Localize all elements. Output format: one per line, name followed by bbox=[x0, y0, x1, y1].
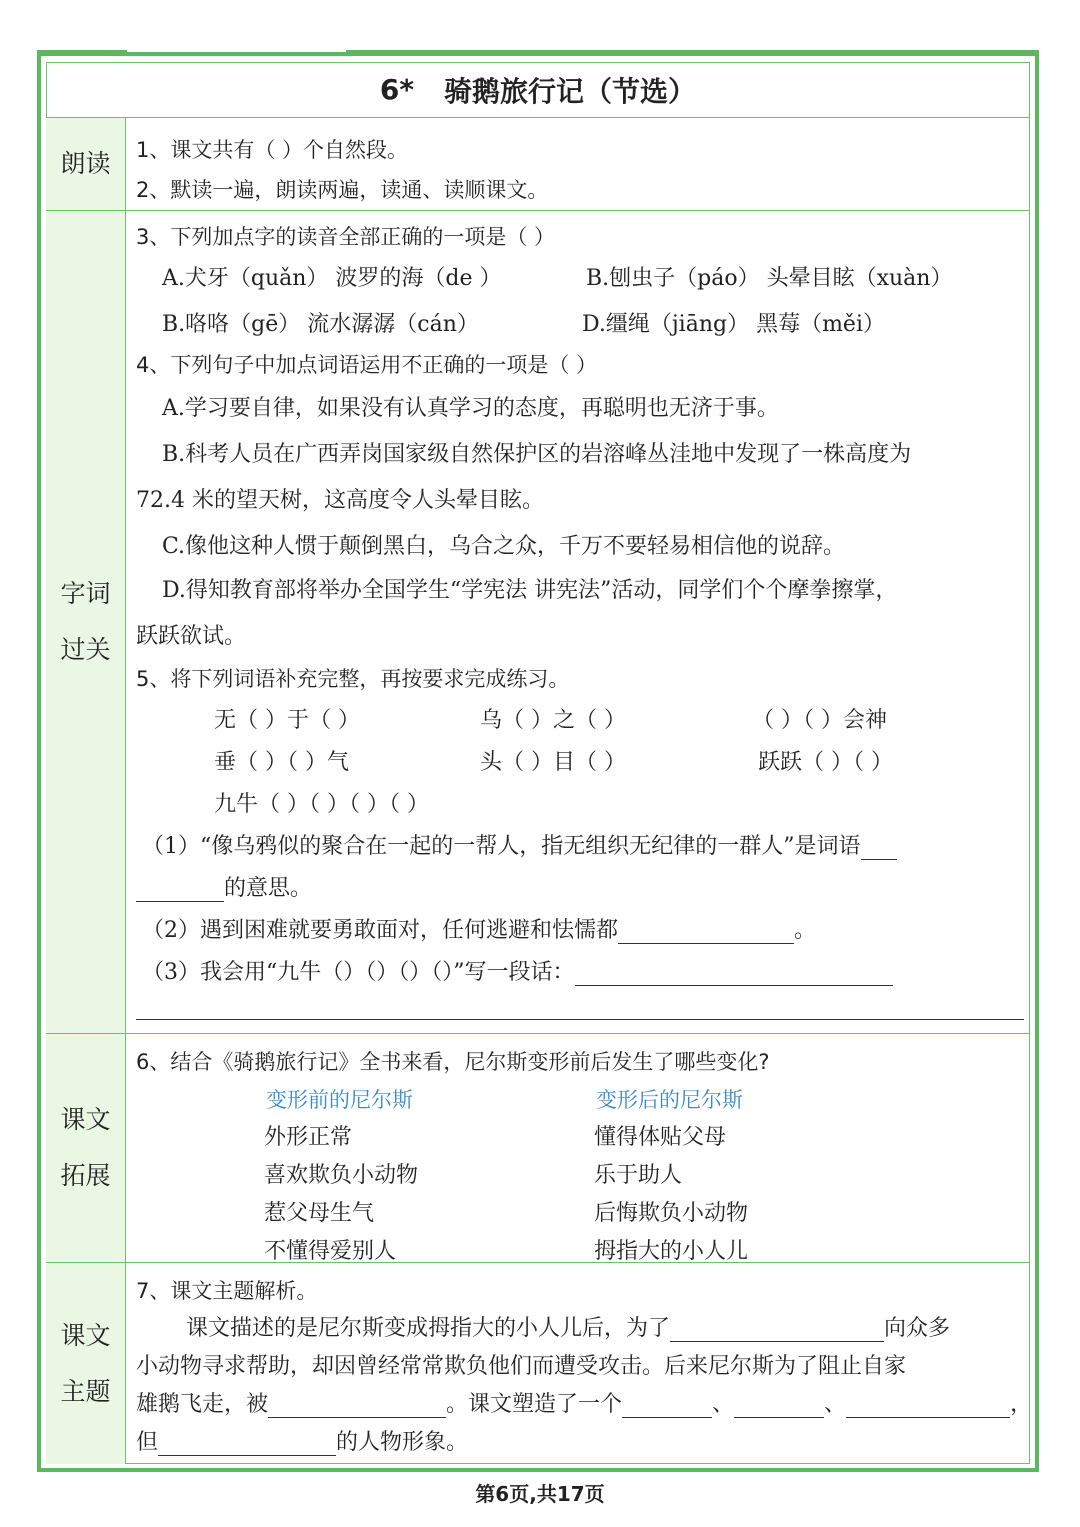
section-label: 朗读 bbox=[46, 118, 126, 210]
answer-blank[interactable] bbox=[268, 1395, 446, 1418]
sentence-d-cont: 跃跃欲试。 bbox=[136, 624, 247, 649]
practice-1: （1）“像乌鸦似的聚合在一起的一帮人，指无组织无纪律的一群人”是词语 bbox=[142, 829, 897, 860]
word-fill: 乌（ ）之（ ） bbox=[480, 708, 626, 733]
answer-blank[interactable] bbox=[158, 1433, 336, 1456]
answer-blank[interactable] bbox=[861, 837, 897, 860]
section-label: 字词 过关 bbox=[46, 211, 126, 1033]
option-c: B.咯咯（gē） 流水潺潺（cán） bbox=[162, 312, 479, 337]
theme-line-1: 课文描述的是尼尔斯变成拇指大的小人儿后，为了 向众多 bbox=[186, 1316, 951, 1341]
word-fill: 垂（ ）（ ）气 bbox=[214, 750, 349, 775]
section-reading bbox=[46, 118, 1030, 211]
before-heading: 变形前的尼尔斯 bbox=[266, 1088, 413, 1112]
theme-line-2: 小动物寻求帮助，却因曾经常常欺负他们而遭受攻击。后来尼尔斯为了阻止自家 bbox=[136, 1354, 907, 1379]
word-fill: 跃跃（ ）（ ） bbox=[758, 750, 893, 775]
theme-line-3: 雄鹅飞走，被 。课文塑造了一个 、 、 ， bbox=[136, 1392, 1033, 1417]
after-item[interactable]: 后悔欺负小动物 bbox=[594, 1201, 749, 1226]
word-fill: （ ）（ ）会神 bbox=[752, 708, 887, 733]
sentence-b-cont: 72.4 米的望天树，这高度令人头晕目眩。 bbox=[136, 488, 544, 513]
after-item[interactable]: 拇指大的小人儿 bbox=[594, 1239, 749, 1264]
lesson-title: 骑鹅旅行记（节选） bbox=[444, 74, 697, 108]
answer-blank[interactable] bbox=[670, 1319, 884, 1342]
option-d: D.缰绳（jiāng） 黑莓（měi） bbox=[582, 312, 885, 337]
practice-1-cont: 的意思。 bbox=[136, 871, 312, 902]
frame-top-right bbox=[346, 50, 1039, 56]
sentence-d: D.得知教育部将举办全国学生“学宪法 讲宪法”活动，同学们个个摩拳擦掌， bbox=[162, 578, 898, 603]
after-heading: 变形后的尼尔斯 bbox=[596, 1088, 743, 1112]
frame-top-left bbox=[37, 50, 127, 56]
section-extension bbox=[46, 1034, 1030, 1263]
word-fill: 九牛（ ）（ ）（ ）（ ） bbox=[214, 792, 429, 817]
question-7: 7、课文主题解析。 bbox=[136, 1279, 318, 1303]
answer-line[interactable] bbox=[136, 997, 1024, 1020]
answer-blank[interactable] bbox=[618, 921, 794, 944]
option-a: A.犬牙（quǎn） 波罗的海（de ） bbox=[162, 266, 502, 291]
question-1: 1、课文共有（ ）个自然段。 bbox=[136, 138, 409, 162]
question-6: 6、结合《骑鹅旅行记》全书来看，尼尔斯变形前后发生了哪些变化? bbox=[136, 1050, 770, 1074]
before-item[interactable]: 外形正常 bbox=[264, 1125, 353, 1150]
option-b: B.刨虫子（páo） 头晕目眩（xuàn） bbox=[586, 266, 953, 291]
answer-blank[interactable] bbox=[622, 1395, 712, 1418]
before-item[interactable]: 喜欢欺负小动物 bbox=[264, 1163, 419, 1188]
theme-line-4: 但 的人物形象。 bbox=[136, 1430, 469, 1455]
answer-blank[interactable] bbox=[136, 879, 224, 902]
word-fill: 无（ ）于（ ） bbox=[214, 708, 360, 733]
before-item[interactable]: 不懂得爱别人 bbox=[264, 1239, 397, 1264]
after-item[interactable]: 懂得体贴父母 bbox=[594, 1125, 727, 1150]
sentence-a: A.学习要自律，如果没有认真学习的态度，再聪明也无济于事。 bbox=[162, 396, 779, 421]
practice-3: （3）我会用“九牛（）（）（）（）”写一段话： bbox=[142, 955, 893, 986]
lesson-number: 6* bbox=[379, 73, 415, 106]
word-fill: 头（ ）目（ ） bbox=[480, 750, 626, 775]
sentence-c: C.像他这种人惯于颠倒黑白，乌合之众，千万不要轻易相信他的说辞。 bbox=[162, 534, 846, 559]
worksheet-title bbox=[46, 62, 1030, 118]
answer-blank[interactable] bbox=[575, 963, 893, 986]
section-theme bbox=[46, 1263, 1033, 1464]
section-label: 课文 主题 bbox=[46, 1263, 126, 1464]
page-number: 第6页,共17页 bbox=[475, 1482, 605, 1506]
question-4: 4、下列句子中加点词语运用不正确的一项是（ ） bbox=[136, 353, 598, 377]
practice-2: （2）遇到困难就要勇敢面对，任何逃避和怯懦都 。 bbox=[142, 918, 817, 943]
before-item[interactable]: 惹父母生气 bbox=[264, 1201, 375, 1226]
section-label: 课文 拓展 bbox=[46, 1034, 126, 1262]
answer-blank[interactable] bbox=[846, 1395, 1010, 1418]
question-2: 2、默读一遍，朗读两遍，读通、读顺课文。 bbox=[136, 178, 549, 202]
answer-blank[interactable] bbox=[734, 1395, 824, 1418]
question-5: 5、将下列词语补充完整，再按要求完成练习。 bbox=[136, 667, 570, 691]
sentence-b: B.科考人员在广西弄岗国家级自然保护区的岩溶峰丛洼地中发现了一株高度为 bbox=[162, 442, 912, 467]
section-vocab bbox=[46, 211, 1030, 1034]
question-3: 3、下列加点字的读音全部正确的一项是（ ） bbox=[136, 225, 556, 249]
after-item[interactable]: 乐于助人 bbox=[594, 1163, 683, 1188]
